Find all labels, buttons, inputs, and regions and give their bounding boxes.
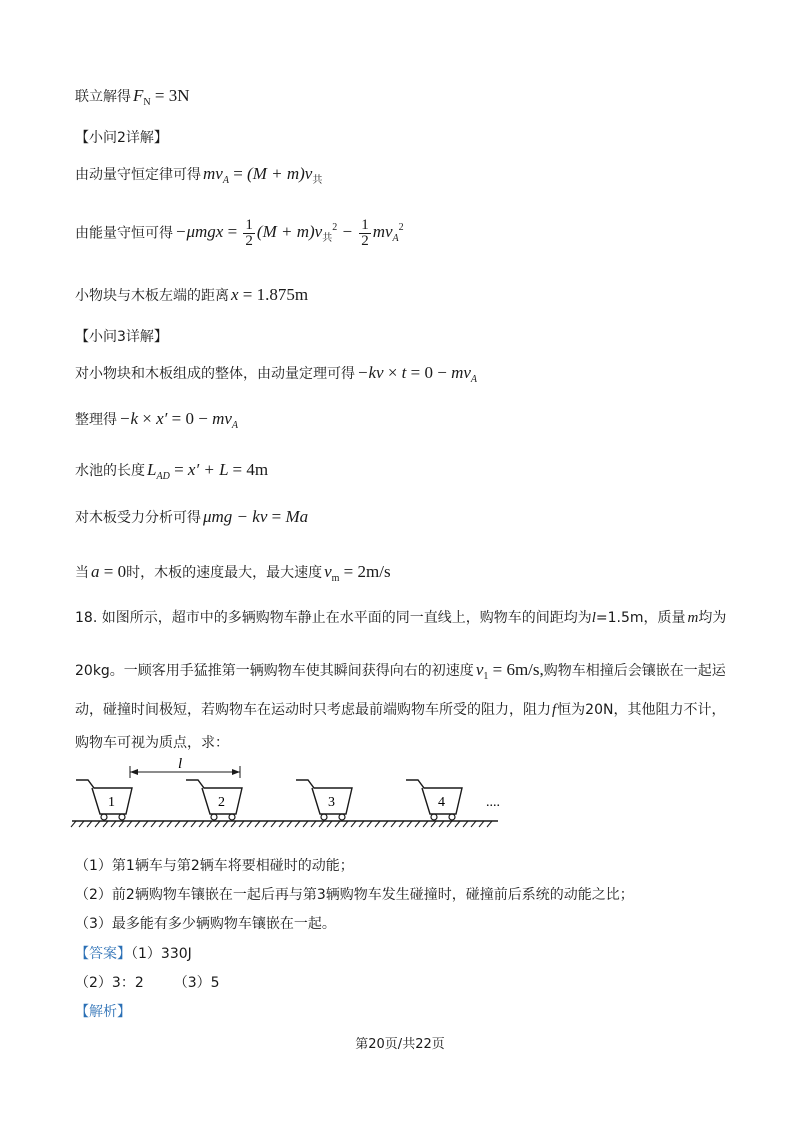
text: 整理得 (75, 412, 117, 428)
problem-line-3: 动，碰撞时间极短，若购物车在运动时只考虑最前端购物车所受的阻力，阻力f恒为20N，其他阻力不计， (75, 702, 726, 718)
page-footer: 第20页/共22页 (355, 1037, 445, 1052)
text: 对小物块和木板组成的整体，由动量定理可得 (75, 366, 355, 382)
question-2: （2）前2辆购物车镶嵌在一起后再与第3辆购物车发生碰撞时，碰撞前后系统的动能之比； (75, 887, 634, 903)
text: 由能量守恒可得 (75, 225, 173, 242)
cart-number: 2 (218, 795, 225, 810)
question-1: （1）第1辆车与第2辆车将要相碰时的动能； (75, 858, 354, 874)
answer-line-2: （2）3：2 （3）5 (75, 975, 220, 991)
section-heading-q3: 【小问3详解】 (75, 329, 168, 345)
solution-line-simplify (75, 409, 238, 436)
formula: $F_N = 3N$ (133, 86, 190, 108)
answer-line-1: 【答案】（1）330J (75, 946, 192, 962)
solution-line-normal-force (75, 86, 190, 113)
problem-line-4: 购物车可视为质点，求： (75, 735, 229, 751)
solution-line-force-analysis (75, 507, 308, 528)
solution-line-energy (75, 218, 404, 249)
text: 小物块与木板左端的距离 (75, 288, 229, 304)
spacing-label: l (178, 758, 183, 772)
ellipsis: .... (486, 795, 500, 810)
formula: $v_m = 2m/s$ (324, 562, 391, 584)
formula: −μmgx = $\frac{1}{2}$ $(M + m)v_共^2$ − $\frac{1}{2}$ $mv_A^2$ (175, 217, 404, 249)
formula: x = 1.875m (231, 285, 309, 304)
text: 对木板受力分析可得 (75, 510, 201, 526)
problem-number: 18. (75, 610, 98, 626)
formula: a = 0 (91, 562, 127, 581)
problem-line-1: 18. 如图所示，超市中的多辆购物车静止在水平面的同一直线上，购物车的间距均为l=1.5m，质量 m均为 (75, 610, 727, 626)
analysis-tag: 【解析】 (75, 1004, 131, 1020)
shopping-carts-figure (70, 758, 510, 828)
text: 联立解得 (75, 89, 131, 105)
spacing-dimension (130, 758, 240, 778)
text: 当 (75, 565, 89, 581)
cart-number: 4 (438, 795, 445, 810)
text: 由动量守恒定律可得 (75, 167, 201, 183)
section-heading-q2: 【小问2详解】 (75, 130, 168, 146)
question-3: （3）最多能有多少辆购物车镶嵌在一起。 (75, 916, 336, 932)
formula: $-kv \times t = 0 - mv_A$ (357, 363, 478, 385)
cart-4 (406, 780, 462, 820)
solution-line-pool-length (75, 460, 268, 487)
solution-line-max-velocity (75, 562, 391, 589)
answer-tag: 【答案】 (75, 946, 131, 962)
formula: $L_{AD} = x' + L = 4m$ (147, 460, 269, 482)
formula: $mv_A = (M + m)v_共$ (203, 164, 323, 186)
cart-2 (186, 780, 242, 820)
cart-number: 1 (108, 795, 115, 810)
ground (71, 821, 498, 827)
formula: $v_1 = 6m/s$, (475, 660, 544, 682)
solution-line-impulse (75, 363, 477, 390)
cart-1 (76, 780, 132, 820)
cart-3 (296, 780, 352, 820)
solution-line-distance (75, 285, 308, 306)
problem-line-2: 20kg。一顾客用手猛推第一辆购物车使其瞬间获得向右的初速度 $v_1 = 6m/s$,购物车相撞后会镶嵌在一起运 (75, 660, 726, 682)
text: 时，木板的速度最大，最大速度 (126, 565, 323, 581)
text: 水池的长度 (75, 463, 145, 479)
cart-number: 3 (328, 795, 335, 810)
formula: $-k \times x' = 0 - mv_A$ (119, 409, 239, 431)
formula: μmg − kv = Ma (203, 507, 309, 526)
solution-line-momentum (75, 164, 322, 191)
